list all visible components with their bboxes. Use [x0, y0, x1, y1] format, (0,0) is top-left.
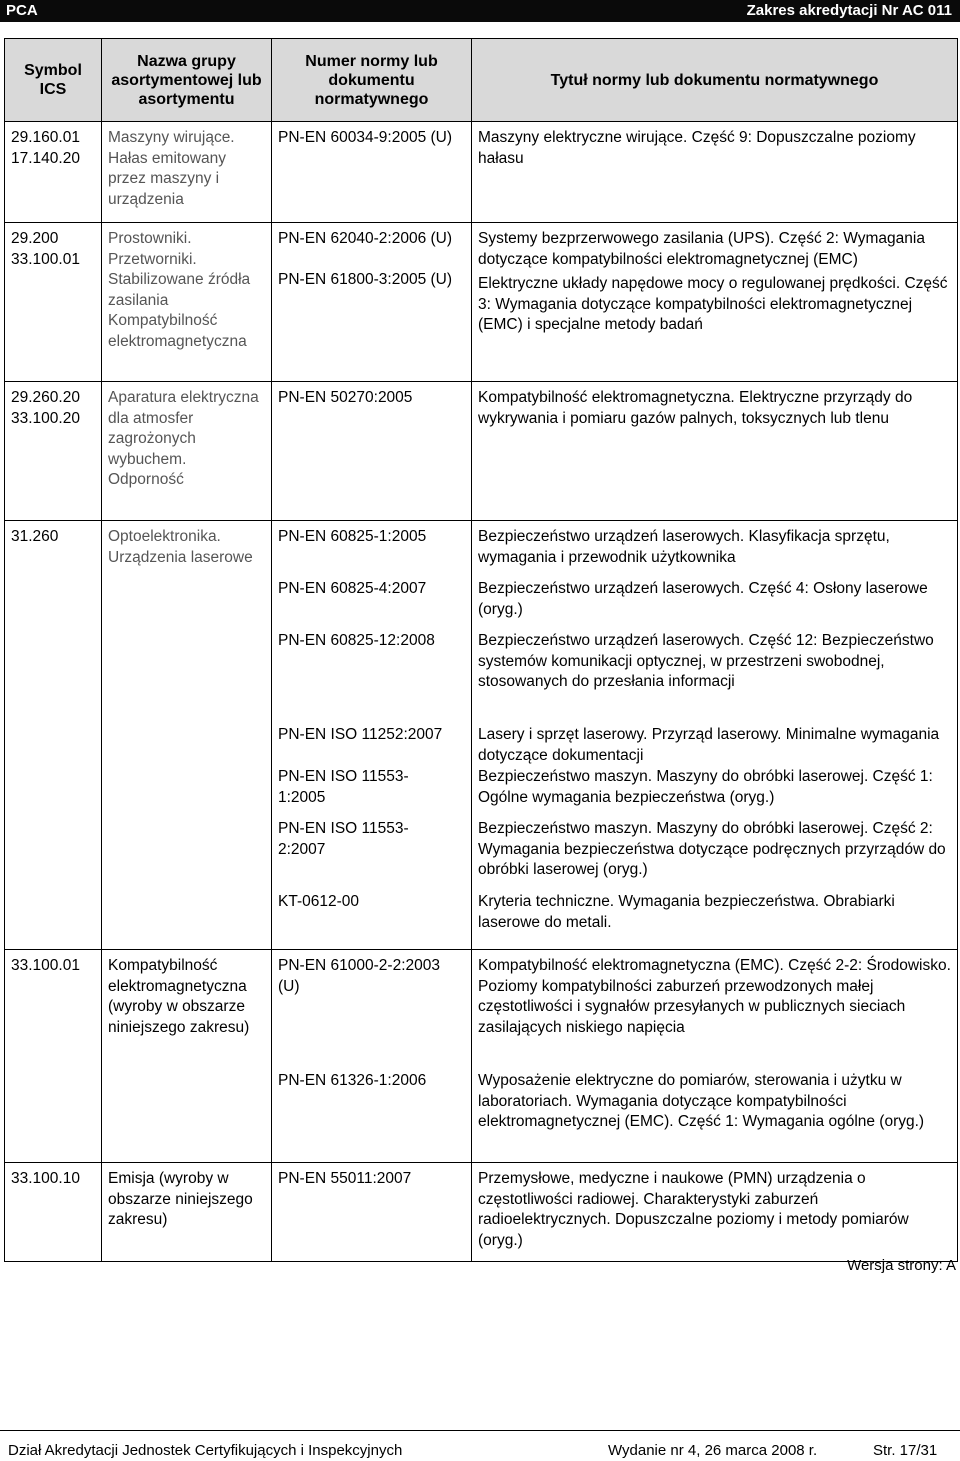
norm-entry: PN-EN 61000-2-2:2003 (U) [278, 957, 440, 995]
title-cell [472, 223, 958, 382]
title-entry: Systemy bezprzerwowego zasilania (UPS). Część 2: Wymagania dotyczące kompatybilności elektromagnetycznej (EMC) [478, 230, 925, 268]
title-entry: Kompatybilność elektromagnetyczna (EMC). Część 2-2: Środowisko. Poziomy kompatybilności zaburzeń przewodzonych małej częstotliwości i sygnałów przesyłanych w publicznych sieciach zasilających niskiego napięcia [478, 957, 951, 1036]
title-cell: Kompatybilność elektromagnetyczna. Elektryczne przyrządy do wykrywania i pomiaru gazów palnych, toksycznych lub tlenu [472, 382, 958, 521]
norm-entry: PN-EN ISO 11553-2:2007 [278, 820, 409, 858]
accreditation-table [4, 38, 958, 1262]
norm-cell: PN-EN 50270:2005 [272, 382, 472, 521]
footer-page: Str. 17/31 [873, 1442, 938, 1459]
title-entry: Kryteria techniczne. Wymagania bezpieczeństwa. Obrabiarki laserowe do metali. [478, 893, 895, 931]
table-row [5, 382, 958, 521]
title-cell [472, 950, 958, 1163]
ics-cell: 29.160.01 17.140.20 [5, 122, 102, 223]
norm-cell [272, 223, 472, 382]
norm-entry: PN-EN 61800-3:2005 (U) [278, 270, 453, 288]
norm-entry: PN-EN ISO 11553-1:2005 [278, 768, 409, 806]
group-cell: Kompatybilność elektromagnetyczna (wyroby w obszarze niniejszego zakresu) [102, 950, 272, 1163]
col-header-norm: Numer normy lub dokumentu normatywnego [272, 39, 472, 122]
ics-cell: 31.260 [5, 521, 102, 950]
title-entry: Elektryczne układy napędowe mocy o regulowanej prędkości. Część 3: Wymagania dotyczące kompatybilności elektromagnetycznej (EMC) i specjalne metody badań [478, 275, 948, 333]
norm-entry: KT-0612-00 [278, 893, 359, 910]
norm-entry: PN-EN 60825-4:2007 [278, 580, 427, 597]
title-cell: Maszyny elektryczne wirujące. Część 9: Dopuszczalne poziomy hałasu [472, 122, 958, 223]
ics-cell: 33.100.01 [5, 950, 102, 1163]
table-row [5, 950, 958, 1163]
col-header-symbol: Symbol ICS [5, 39, 102, 122]
norm-entry: PN-EN 61326-1:2006 [278, 1072, 427, 1089]
table-row [5, 122, 958, 223]
group-cell: Prostowniki. Przetworniki. Stabilizowane źródła zasilania Kompatybilność elektromagnetyczna [102, 223, 272, 382]
norm-cell: PN-EN 60034-9:2005 (U) [272, 122, 472, 223]
title-entry: Bezpieczeństwo urządzeń laserowych. Część 4: Osłony laserowe (oryg.) [478, 580, 928, 618]
group-cell: Aparatura elektryczna dla atmosfer zagrożonych wybuchem. Odporność [102, 382, 272, 521]
page-version: Wersja strony: A [847, 1257, 956, 1274]
col-header-title: Tytuł normy lub dokumentu normatywnego [472, 39, 958, 122]
col-header-group: Nazwa grupy asortymentowej lub asortymentu [102, 39, 272, 122]
footer-org: Dział Akredytacji Jednostek Certyfikujących i Inspekcyjnych [8, 1442, 403, 1459]
norm-cell [272, 950, 472, 1163]
page-footer [0, 1430, 960, 1461]
norm-entry: PN-EN 62040-2:2006 (U) [278, 230, 453, 247]
table-row [5, 521, 958, 950]
table-row [5, 223, 958, 382]
footer-edition: Wydanie nr 4, 26 marca 2008 r. [608, 1442, 818, 1459]
group-cell: Optoelektronika. Urządzenia laserowe [102, 521, 272, 950]
ics-cell: 33.100.10 [5, 1163, 102, 1262]
title-cell: Przemysłowe, medyczne i naukowe (PMN) urządzenia o częstotliwości radiowej. Charakterystyki zaburzeń radioelektrycznych. Dopuszczalne poziomy i metody pomiarów (oryg.) [472, 1163, 958, 1262]
title-entry: Bezpieczeństwo urządzeń laserowych. Część 12: Bezpieczeństwo systemów komunikacji optycznej, w przestrzeni swobodnej, stosowanych do przesłania informacji [478, 632, 934, 690]
page-header [0, 0, 960, 22]
title-entry: Wyposażenie elektryczne do pomiarów, sterowania i użytku w laboratoriach. Wymagania dotyczące kompatybilności elektromagnetycznej (EMC). Część 1: Wymagania ogólne (oryg.) [478, 1072, 925, 1130]
title-entry: Bezpieczeństwo urządzeń laserowych. Klasyfikacja sprzętu, wymagania i przewodnik użytkownika [478, 528, 890, 566]
header-left: PCA [6, 2, 38, 19]
ics-cell: 29.200 33.100.01 [5, 223, 102, 382]
header-right: Zakres akredytacji Nr AC 011 [746, 2, 952, 19]
title-cell [472, 521, 958, 950]
group-cell: Emisja (wyroby w obszarze niniejszego zakresu) [102, 1163, 272, 1262]
table-row [5, 1163, 958, 1262]
ics-cell: 29.260.20 33.100.20 [5, 382, 102, 521]
title-entry: Lasery i sprzęt laserowy. Przyrząd laserowy. Minimalne wymagania dotyczące dokumentacji [478, 726, 940, 764]
norm-cell [272, 521, 472, 950]
norm-entry: PN-EN 60825-1:2005 [278, 528, 427, 545]
norm-entry: PN-EN ISO 11252:2007 [278, 726, 443, 743]
norm-entry: PN-EN 60825-12:2008 [278, 632, 435, 649]
norm-cell: PN-EN 55011:2007 [272, 1163, 472, 1262]
title-entry: Bezpieczeństwo maszyn. Maszyny do obróbki laserowej. Część 1: Ogólne wymagania bezpieczeństwa (oryg.) [478, 768, 933, 806]
group-cell: Maszyny wirujące. Hałas emitowany przez maszyny i urządzenia [102, 122, 272, 223]
table-header-row [5, 39, 958, 122]
title-entry: Bezpieczeństwo maszyn. Maszyny do obróbki laserowej. Część 2: Wymagania bezpieczeństwa dotyczące podręcznych przyrządów do obróbki laserowej (oryg.) [478, 820, 946, 878]
